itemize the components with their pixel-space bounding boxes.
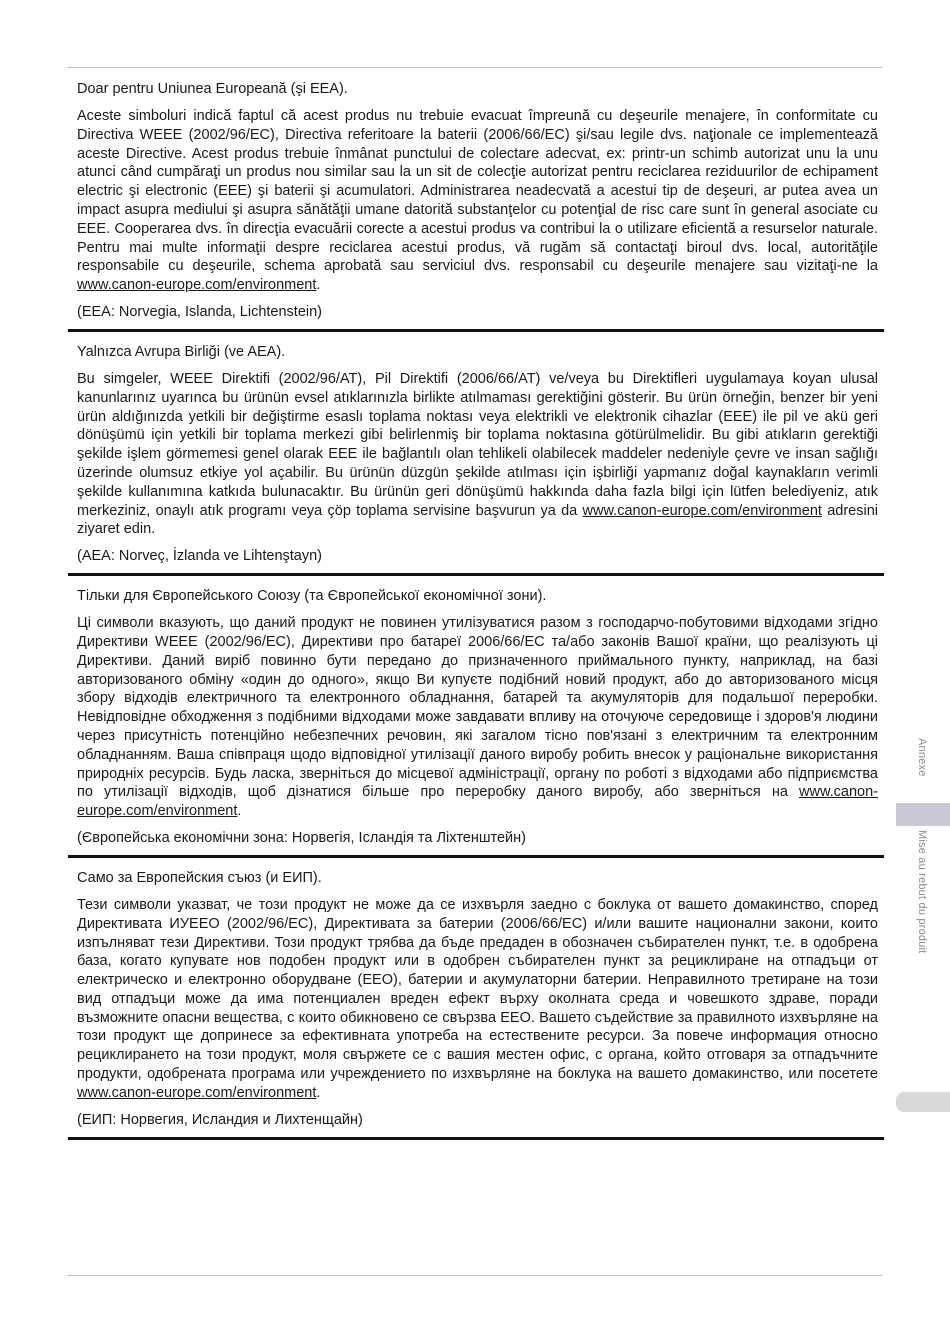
section-divider xyxy=(68,329,884,332)
section-text-after: . xyxy=(237,803,242,820)
section-text-after: adresini ziyaret edin. xyxy=(77,502,878,538)
section-note: (EEA: Norvegia, Islanda, Lichtenstein) xyxy=(77,303,323,320)
side-tab-annexe[interactable] xyxy=(896,738,950,800)
environment-link[interactable]: www.canon-europe.com/environment xyxy=(77,277,317,294)
section-note: (ЕИП: Норвегия, Исландия и Лихтенщайн) xyxy=(77,1111,363,1128)
section-bulgarian xyxy=(77,869,878,1140)
section-body xyxy=(77,370,878,539)
side-tab-highlight xyxy=(896,803,950,826)
environment-link[interactable]: www.canon-europe.com/environment xyxy=(582,502,822,519)
section-divider xyxy=(68,1137,884,1140)
section-text: Bu simgeler, WEEE Direktifi (2002/96/AT), Pil Direktifi (2006/66/AT) ve/veya bu Direktifleri uygulamaya koyan ulusal kanunlarınız uyarınca bu ürünün evsel atıklarınızla birlikte atılmaması gerektiğini gösterir. Bu ürün örneğin, benzer bir yeni ürün aldığınızda yetkili bir değiştirme esaslı toplama noktası veya elektrikli ve elektronik cihazlar (EEE) ile pil ve akü geri dönüşümü için yetkili bir toplama merkezi gibi belirlenmiş bir toplama noktasına götürülmelidir. Bu gibi atıkların gerektiği şekilde işlem görmemesi genel olarak EEE ile bağlantılı olan tehlikeli olabilecek maddeler nedeniyle çevre ve insan sağlığı üzerinde olumsuz etkiye yol açabilir. Bu ürünün düzgün şekilde atılması için işbirliği yapmanız doğal kaynakların verimli şekilde kullanımına katkıda bulunacaktır. Bu ürünün geri dönüşümü hakkında daha fazla bilgi için lütfen belediyeniz, atık merkeziniz, onaylı atık programı veya çöp toplama servisine başvurun ya da xyxy=(77,370,878,519)
top-divider xyxy=(68,67,882,68)
environment-link[interactable]: www.canon-europe.com/environment xyxy=(77,784,879,820)
side-tab-mise-au-rebut[interactable] xyxy=(896,830,950,990)
section-text: Aceste simboluri indică faptul că acest produs nu trebuie evacuat împreună cu deşeurile menajere, în conformitate cu Directiva WEEE (2002/96/EC), Directiva referitoare la baterii (2006/66/EC) şi/sau legile dvs. naţionale ce implementează aceste Directive. Acest produs trebuie înmânat punctului de colectare adecvat, ex: printr-un schimb autorizat unu la unu atunci când cumpăraţi un produs nou similar sau la un sit de colecţie autorizat pentru reciclarea reziduurilor de echipament electric şi electronic (EEE) şi baterii şi acumulatori. Administrarea neadecvată a acestui tip de deşeuri, ar putea avea un impact asupra mediului şi asupra sănătăţii umane datorită substanţelor cu potenţial de risc care sunt în general asociate cu EEE. Cooperarea dvs. în direcţia evacuării corecte a acestui produs va contribui la o utilizare eficientă a resurselor naturale. Pentru mai multe informaţii despre reciclarea acestui produs, vă rugăm să contactaţi biroul dvs. local, autorităţile responsabile cu deşeurile, schema aprobată sau serviciul dvs. responsabil cu deşeurile menajere sau vizitaţi-ne la xyxy=(77,108,878,275)
bottom-divider xyxy=(68,1275,882,1276)
environment-link[interactable]: www.canon-europe.com/environment xyxy=(77,1084,317,1101)
section-body xyxy=(77,107,878,295)
section-romanian xyxy=(77,80,878,332)
section-heading: Doar pentru Uniunea Europeană (şi EEA). xyxy=(77,81,348,97)
side-tab-annexe-label: Annexe xyxy=(916,738,928,777)
section-heading: Yalnızca Avrupa Birliği (ve AEA). xyxy=(77,343,286,360)
document-body xyxy=(77,80,878,1140)
section-divider xyxy=(68,573,884,576)
section-heading: Тільки для Європейського Союзу (та Європейської економічної зони). xyxy=(77,588,547,605)
section-text: Ці символи вказують, що даний продукт не повинен утилізуватися разом з господарчо-побутовими відходами згідно Директиви WEEE (2002/96/EC), Директиви про батареї 2006/66/EC та/або законів Вашої країни, що реалізують ці Директиви. Даний виріб повинно бути передано до призначенного приймального пункту, наприклад, на базі авторизованого обміну «один до одного», якщо Ви купуєте подібний новий продукт, або до авторизованого місця збору відходів електричного та електронного обладнання, батарей та акумуляторів для подальшої переробки. Невідповідне обходження з подібними відходами може завдавати впливу на оточуюче середовище і здоров'я людини через присутність потенційно небезпечних речовин, які загалом тісно пов'язані з електричним та електронним обладнанням. Ваша співпраця щодо відповідної утилізації даного виробу робить внесок у раціональне використання природніх ресурсів. Будь ласка, зверніться до місцевої адміністрації, органу по роботі з відходами або підприємства по утилізації відходів, щоб дізнатися більше про переробку даного виробу, або зверніться на xyxy=(77,615,878,801)
section-text: Тези символи указват, че този продукт не може да се изхвърля заедно с боклука от вашето домакинство, според Директивата ИУЕЕО (2002/96/ЕС), Директивата за батерии (2006/66/ЕС) и/или вашите национални закони, които изпълняват тези Директиви. Този продукт трябва да бъде предаден в обозначен събирателен пункт, т.е. в одобрена база, когато купувате нов подобен продукт или в одобрен събирателен пункт за рециклиране на отпадъци от електрическо и електронно оборудване (ЕЕО), батерии и акумулаторни батерии. Неправилното третиране на този вид отпадъци може да има потенциален вреден ефект върху околната среда и човешкото здраве, поради възможните опасни вещества, с които обикновено се свързва ЕЕО. Вашето съдействие за правилното изхвърляне на този продукт ще допринесе за ефективната употреба на естествените ресурси. За повече информация относно рециклирането на този продукт, моля свържете се с вашия местен офис, с органа, който отговаря за отпадъчните продукти, одобрената програма или учреждението по изхвърляне на боклука на вашето домакинство, или посетете xyxy=(77,896,878,1083)
section-text-after: . xyxy=(316,277,321,294)
side-tab-mise-au-rebut-label: Mise au rebut du produit xyxy=(916,830,928,954)
section-body xyxy=(77,896,878,1103)
section-turkish xyxy=(77,343,878,576)
section-ukrainian xyxy=(77,587,878,858)
section-note: (AEA: Norveç, İzlanda ve Lihtenştayn) xyxy=(77,548,323,565)
section-heading: Само за Европейския съюз (и ЕИП). xyxy=(77,869,322,886)
side-tab-marker xyxy=(896,1092,950,1112)
section-body xyxy=(77,614,878,821)
section-divider xyxy=(68,855,884,858)
section-text-after: . xyxy=(316,1084,321,1101)
section-note: (Європейська економічни зона: Норвегія, Ісландія та Ліхтенштейн) xyxy=(77,829,526,846)
